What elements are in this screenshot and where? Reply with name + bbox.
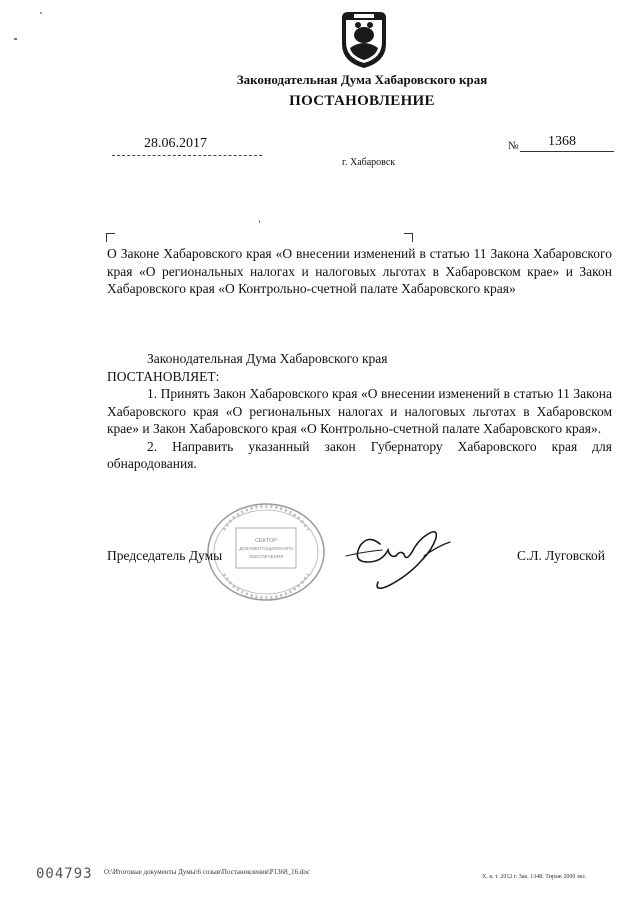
print-info: Х. к. т. 2012 г. Зак. 1348. Тираж 2000 экз. bbox=[482, 874, 587, 880]
number-sign: № bbox=[508, 140, 519, 152]
coat-of-arms-icon bbox=[336, 8, 392, 70]
resolution-item-2: 2. Направить указанный закон Губернатору Хабаровского края для обнародования. bbox=[107, 438, 612, 471]
subject-bracket-right bbox=[404, 233, 413, 242]
resolution-body bbox=[107, 350, 612, 473]
registration-number: 004793 bbox=[36, 866, 93, 882]
resolution-intro: Законодательная Дума Хабаровского края bbox=[147, 351, 388, 366]
document-type-title: ПОСТАНОВЛЕНИЕ bbox=[289, 93, 435, 109]
document-number: 1368 bbox=[548, 134, 576, 149]
subject-bracket-left bbox=[106, 233, 115, 242]
scan-mark: ’ bbox=[258, 219, 261, 229]
svg-text:СЕКТОР: СЕКТОР bbox=[255, 538, 277, 544]
svg-text:ДОКУМЕНТАЦИОННОГО: ДОКУМЕНТАЦИОННОГО bbox=[239, 546, 293, 551]
document-date: 28.06.2017 bbox=[144, 136, 207, 151]
resolution-item-1: 1. Принять Закон Хабаровского края «О внесении изменений в статью 11 Закона Хабаровского края «О региональных налогах и налоговых льготах в Хабаровском крае» и Закон Хабаровского края «О Контрольно-счетной палате Хабаровского края». bbox=[107, 386, 612, 436]
scan-speck bbox=[14, 38, 17, 40]
scan-speck bbox=[40, 12, 42, 14]
handwritten-signature bbox=[338, 516, 468, 594]
official-stamp bbox=[204, 500, 328, 604]
chairman-name: С.Л. Луговской bbox=[517, 548, 605, 563]
document-subject: О Законе Хабаровского края «О внесении изменений в статью 11 Закона Хабаровского края «О региональных налогах и налоговых льготах в Хабаровском крае» и Закон Хабаровского края «О Контрольно-счетной палате Хабаровского края» bbox=[107, 246, 612, 296]
chairman-position: Председатель Думы bbox=[107, 548, 223, 563]
svg-text:ОБЕСПЕЧЕНИЯ: ОБЕСПЕЧЕНИЯ bbox=[248, 554, 284, 559]
city-label: г. Хабаровск bbox=[342, 157, 396, 168]
file-path: O:\Итоговые документы Думы\6 созыв\Постановления\P1368_16.doc bbox=[104, 868, 310, 876]
resolution-verb: ПОСТАНОВЛЯЕТ: bbox=[107, 368, 220, 384]
number-underline bbox=[520, 151, 614, 152]
organization-title: Законодательная Дума Хабаровского края bbox=[236, 72, 488, 87]
date-underline bbox=[112, 155, 262, 156]
